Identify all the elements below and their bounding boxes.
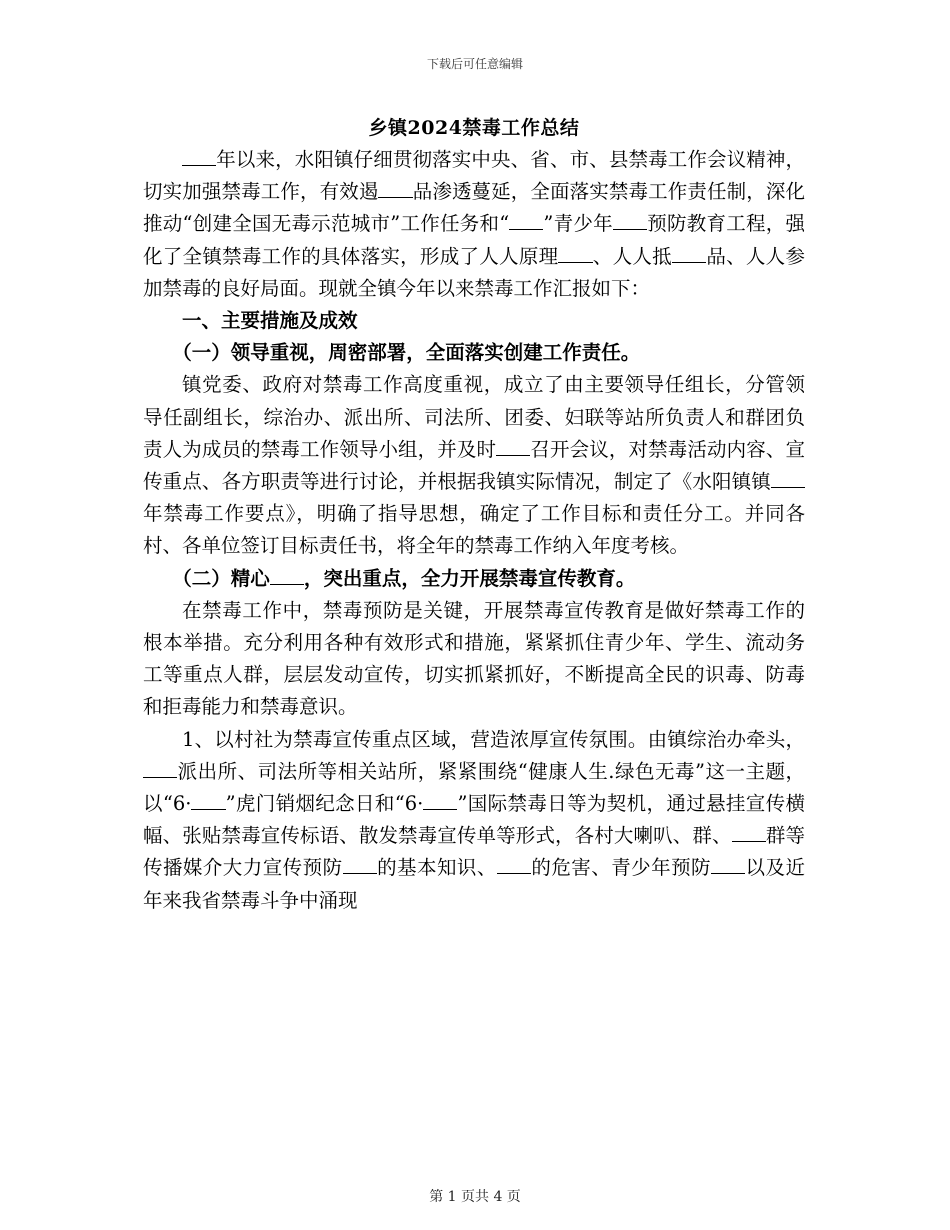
text-run: 召开会议，对禁毒活动内容、宣传重点、各方职责等进行讨论，并根据我镇实际情况，制定了《水阳镇镇 xyxy=(143,437,805,494)
text-run: 的危害、青少年预防 xyxy=(530,856,711,880)
text-run: ，突出重点，全力开展禁毒宣传教育。 xyxy=(303,566,636,590)
text-run: 品渗透蔓延，全面落实禁毒工作责任制，深化推动“创建全国无毒示范城市”工作任务和“ xyxy=(143,180,805,236)
text-run: 派出所、司法所等相关站所，紧紧围绕“健康人生.绿色无毒”这一主题，以“6· xyxy=(143,759,805,816)
text-run: ”青少年 xyxy=(543,212,613,236)
text-run: 1、以村社为禁毒宣传重点区域，营造浓厚宣传氛围。由镇综治办牵头， xyxy=(182,727,805,751)
document-body xyxy=(143,112,805,917)
intro-paragraph xyxy=(143,144,805,305)
text-run: （二）精心 xyxy=(172,566,270,590)
text-run: 以及近年来我省禁毒斗争中涌现 xyxy=(143,856,805,912)
blank-line xyxy=(613,212,647,231)
blank-line xyxy=(343,856,377,875)
blank-line xyxy=(497,856,531,875)
text-run: ”国际禁毒日等为契机，通过悬挂宣传横幅、张贴禁毒宣传标语、散发禁毒宣传单等形式，各村大喇叭、群、 xyxy=(143,792,805,848)
blank-line xyxy=(672,244,706,263)
blank-line xyxy=(496,437,530,456)
blank-line xyxy=(191,792,225,811)
page-header: 下载后可任意编辑 xyxy=(426,57,523,71)
blank-line xyxy=(732,824,766,843)
text-run: 年禁毒工作要点》，明确了指导思想，确定了工作目标和责任分工。并同各村、各单位签订目标责任书，将全年的禁毒工作纳入年度考核。 xyxy=(143,502,805,558)
text-run: 、人人抵 xyxy=(592,244,672,268)
subsection-heading xyxy=(143,563,805,595)
subsection-heading: （一）领导重视，周密部署，全面落实创建工作责任。 xyxy=(172,341,641,365)
blank-line xyxy=(711,856,745,875)
text-run: 镇党委、政府对禁毒工作高度重视，成立了由主要领导任组长，分管领导任副组长，综治办、派出所、司法所、团委、妇联等站所负责人和群团负责人为成员的禁毒工作领导小组，并及时 xyxy=(143,373,805,461)
text-run: 品、人人参加禁毒的良好局面。现就全镇今年以来禁毒工作汇报如下： xyxy=(143,244,805,300)
blank-line xyxy=(558,244,592,263)
text-run: 群等传播媒介大力宣传预防 xyxy=(143,824,805,880)
blank-line xyxy=(423,792,457,811)
document-title: 乡镇2024禁毒工作总结 xyxy=(368,117,580,139)
text-run: 的基本知识、 xyxy=(376,856,497,880)
body-paragraph: 在禁毒工作中，禁毒预防是关键，开展禁毒宣传教育是做好禁毒工作的根本举措。充分利用各种有效形式和措施，紧紧抓住青少年、学生、流动务工等重点人群，层层发动宣传，切实抓紧抓好，不断提高全民的识毒、防毒和拒毒能力和禁毒意识。 xyxy=(143,598,805,719)
text-run: 预防教育工程，强化了全镇禁毒工作的具体落实，形成了人人原理 xyxy=(143,212,805,268)
section-heading: 一、主要措施及成效 xyxy=(182,309,358,333)
blank-line xyxy=(182,147,216,166)
blank-line xyxy=(143,759,177,778)
blank-line xyxy=(378,180,412,199)
body-paragraph xyxy=(143,724,805,917)
blank-line xyxy=(771,469,805,488)
page-footer: 第 1 页共 4 页 xyxy=(429,1189,521,1205)
text-run: 年以来，水阳镇仔细贯彻落实中央、省、市、县禁毒工作会议精神，切实加强禁毒工作，有效遏 xyxy=(143,148,805,204)
text-run: ”虎门销烟纪念日和“6· xyxy=(225,792,424,816)
blank-line xyxy=(270,566,304,585)
blank-line xyxy=(509,212,543,231)
body-paragraph xyxy=(143,369,805,562)
